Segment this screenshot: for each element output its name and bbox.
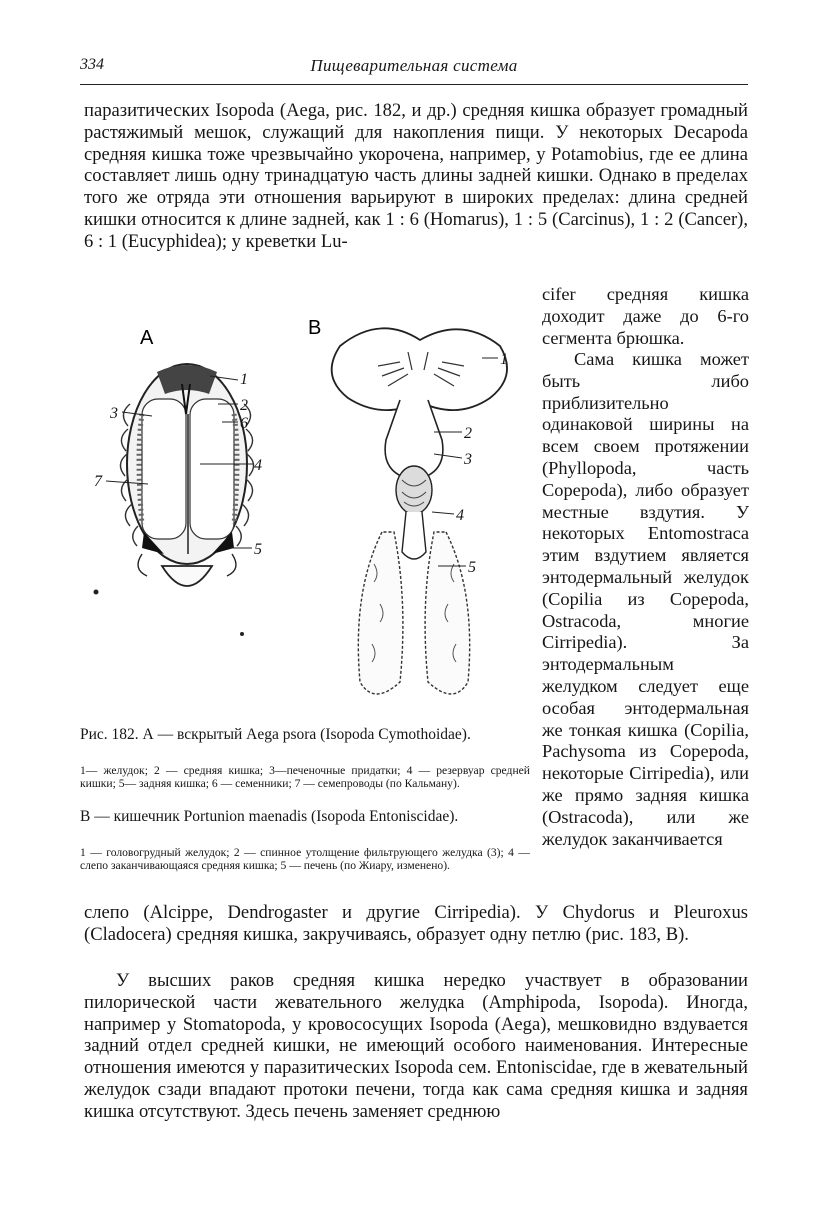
figure-182 [82, 304, 532, 724]
side-paragraph-2: Сама кишка может быть либо приблизительно одинаковой ширины на всем своем протяжении (Phyllopoda, часть Copepoda), либо образует местные вздутия. У некоторых Entomostraca этим вздутием является энтодермальный желудок (Copilia из Copepoda, Ostracoda, многие Cirripedia). За энтодермальным желудком следует еще особая энтодермальная же тонкая кишка (Copilia, Pachysoma из Copepoda, некоторые Cirripedia), или же прямо задняя кишка (Ostracoda), или же желудок заканчивается [542, 349, 749, 849]
label-b-3: 3 [464, 451, 472, 468]
caption-b: В — кишечник Portunion maenadis (Isopoda Entoniscidae). [80, 808, 459, 825]
paragraph-3: У высших раков средняя кишка нередко участвует в образовании пилорической части жевательного желудка (Amphipoda, Isopoda). Иногда, например у Stomatopoda, у кровососущих Isopoda (Aega), мешковидно вздувается задний отдел средней кишки, не имеющий особого наименования. Интересные отношения имеются у паразитических Isopoda сем. Entoniscidae, где в жевательный желудок сзади впадают протоки печени, тогда как сама средняя кишка и задняя кишка отсутствуют. Здесь печень заменяет среднюю [84, 970, 748, 1122]
panel-b-letter: В [308, 317, 322, 339]
paragraph-1: паразитических Isopoda (Aega, рис. 182, и др.) средняя кишка образует громадный растяжимый мешок, служащий для накопления пищи. У некоторых Decapoda средняя кишка тоже чрезвычайно укорочена, например, у Potamobius, где ее длина составляет лишь одну тринадцатую часть длины задней кишки. Однако в пределах того же отряда эти отношения варьируют в широких пределах: длина средней кишки относится к длине задней, как 1 : 6 (Homarus), 1 : 5 (Carcinus), 1 : 2 (Cancer), 6 : 1 (Eucyphidea); у креветки Lu- [84, 100, 748, 252]
label-a-6: 6 [240, 415, 248, 432]
label-a-1: 1 [240, 371, 248, 388]
label-a-4: 4 [254, 457, 262, 474]
label-b-4: 4 [456, 507, 464, 524]
label-a-2: 2 [240, 397, 248, 414]
legend-b: 1 — головогрудный желудок; 2 — спинное утолщение фильтрующего желудка (3); 4 — слепо заканчивающаяся средняя кишка; 5 — печень (по Жиару, изменено). [80, 846, 530, 872]
running-title: Пищеварительная система [310, 56, 518, 75]
page-header [80, 56, 748, 82]
legend-a: 1— желудок; 2 — средняя кишка; 3—печеночные придатки; 4 — резервуар средней кишки; 5— задняя кишка; 6 — семенники; 7 — семепроводы (по Кальману). [80, 764, 530, 790]
header-rule [80, 84, 748, 85]
side-paragraph-1: cifer средняя кишка доходит даже до 6-го сегмента брюшка. [542, 284, 749, 348]
label-b-5: 5 [468, 559, 476, 576]
panel-a-letter: А [140, 327, 154, 349]
label-a-3: 3 [110, 405, 118, 422]
page-number: 334 [80, 56, 104, 73]
label-b-2: 2 [464, 425, 472, 442]
caption-a: Рис. 182. А — вскрытый Aega psora (Isopoda Cymothoidae). [80, 726, 471, 743]
label-b-1: 1 [500, 351, 508, 368]
paragraph-2: слепо (Alcippe, Dendrogaster и другие Cirripedia). У Chydorus и Pleuroxus (Cladocera) средняя кишка, закручиваясь, образует одну петлю (рис. 183, В). [84, 902, 748, 945]
panel-b-drawing [308, 317, 508, 694]
figure-illustration [82, 304, 532, 724]
label-a-7: 7 [94, 473, 102, 490]
label-a-5: 5 [254, 541, 262, 558]
panel-a-drawing [94, 327, 263, 636]
